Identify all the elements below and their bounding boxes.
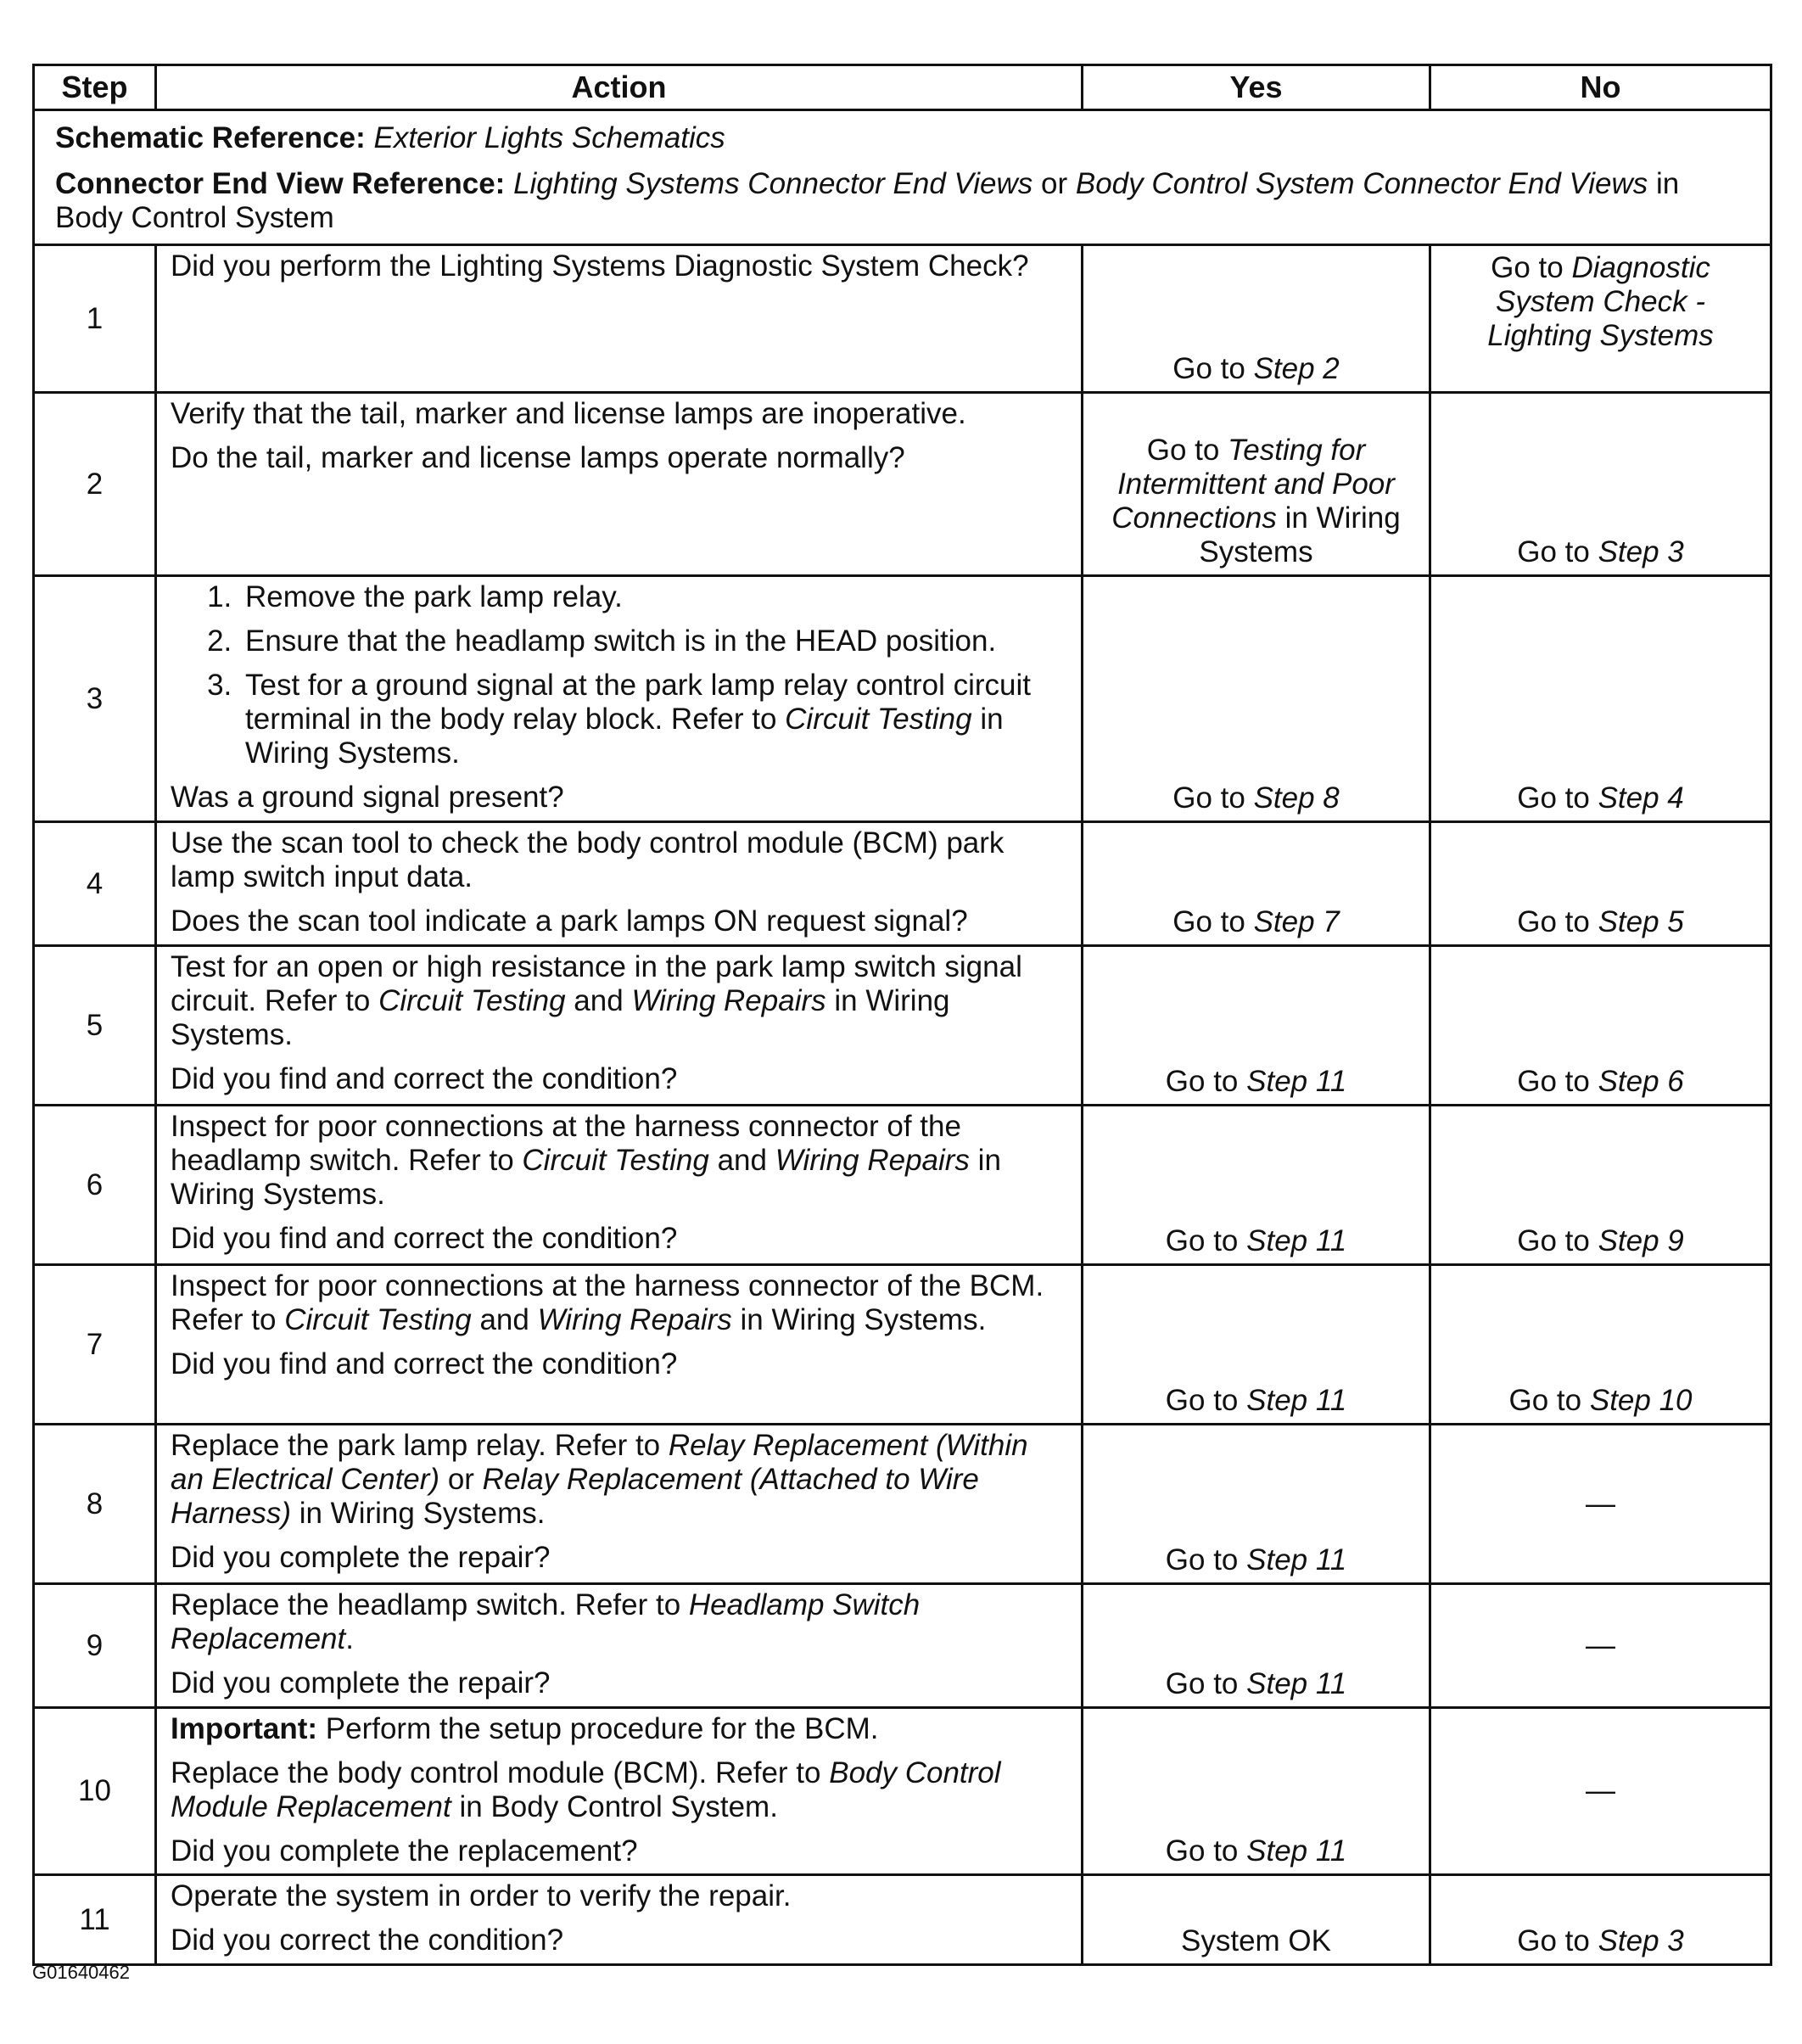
connector-reference-tail: in Body Control System [55,167,1680,234]
header-action: Action [156,65,1083,110]
goto-text: Go to [1517,535,1590,568]
not-applicable-dash: — [1586,1628,1615,1662]
no-cell [1430,393,1771,576]
action-cell [156,1425,1083,1584]
yes-cell [1083,946,1430,1106]
yes-cell [1083,1584,1430,1708]
goto-text: Go to [1508,1384,1582,1417]
reference-link[interactable]: Relay Replacement (Attached to Wire Harness) [171,1463,979,1530]
instruction-text: Replace the body control module (BCM). [171,1756,708,1789]
action-cell [156,245,1083,393]
reference-tail: in Wiring Systems. [171,1144,1001,1211]
connector-reference-link-1[interactable]: Lighting Systems Connector End Views [513,167,1033,200]
reference-tail: in Wiring Systems. [740,1303,987,1336]
table-row [34,1708,1771,1875]
step-number: 9 [34,1584,156,1708]
system-ok-text: System OK [1181,1924,1331,1957]
and-text: and [574,984,624,1017]
yes-goto-link[interactable]: Testing for Intermittent and Poor Connections [1111,434,1395,535]
step-question: Did you find and correct the condition? [171,1222,678,1255]
header-no: No [1430,65,1771,110]
substep-item: 2. Ensure that the headlamp switch is in the HEAD position. [240,624,1069,658]
connector-reference-or: or [1040,167,1068,200]
refer-to-text: Refer to [554,1429,661,1462]
goto-text: Go to [1165,1667,1239,1700]
step-number: 6 [34,1106,156,1265]
reference-link[interactable]: Circuit Testing [785,703,972,736]
or-text: or [447,1463,474,1496]
no-goto-link[interactable]: Step 3 [1598,1924,1684,1957]
yes-cell [1083,1708,1430,1875]
step-number: 1 [34,245,156,393]
step-number: 10 [34,1708,156,1875]
substep-text: Test for a ground signal at the park lamp relay control circuit terminal in the body relay block. Refer to [245,669,1031,736]
step-number: 7 [34,1265,156,1425]
no-cell [1430,245,1771,393]
step-instruction [171,950,1069,1052]
refer-to-text: Refer to [171,1303,277,1336]
step-number: 5 [34,946,156,1106]
yes-goto-link[interactable]: Step 8 [1253,781,1340,815]
yes-goto-link[interactable]: Step 11 [1246,1065,1347,1098]
reference-cell [34,110,1771,245]
yes-goto-link[interactable]: Step 11 [1246,1667,1347,1700]
schematic-reference [55,121,1749,155]
header-yes: Yes [1083,65,1430,110]
step-question: Did you complete the repair? [171,1541,551,1574]
instruction-text: Inspect for poor connections at the harness connector of the headlamp switch. [171,1110,961,1177]
connector-reference [55,167,1749,235]
period: . [345,1622,354,1655]
no-cell [1430,1265,1771,1425]
reference-tail: in Body Control System. [459,1790,778,1823]
important-label: Important: [171,1712,318,1745]
step-number: 3 [34,576,156,822]
table-row [34,1106,1771,1265]
instruction-text: Inspect for poor connections at the harness connector of the BCM. [171,1269,1044,1302]
schematic-reference-link[interactable]: Exterior Lights Schematics [373,121,725,154]
refer-to-text: Refer to [408,1144,514,1177]
no-cell [1430,822,1771,946]
refer-to-text: Refer to [574,1588,681,1621]
step-instruction: Use the scan tool to check the body control module (BCM) park lamp switch input data. [171,826,1005,893]
yes-goto-link[interactable]: Step 11 [1246,1543,1347,1576]
table-row [34,946,1771,1106]
action-cell [156,1708,1083,1875]
step-instruction [171,1756,1069,1824]
goto-text: Go to [1165,1834,1239,1868]
action-cell [156,946,1083,1106]
table-row [34,1875,1771,1965]
no-goto-link[interactable]: Diagnostic System Check - Lighting Systems [1487,251,1714,352]
action-cell [156,1265,1083,1425]
reference-link[interactable]: Body Control Module Replacement [171,1756,1001,1823]
yes-goto-link[interactable]: Step 2 [1253,352,1340,385]
goto-text: Go to [1165,1224,1239,1257]
step-question: Was a ground signal present? [171,781,564,814]
table-row [34,245,1771,393]
table-row [34,1425,1771,1584]
substep-item: 1. Remove the park lamp relay. [240,580,1069,614]
step-question: Did you complete the replacement? [171,1834,638,1868]
step-question: Do the tail, marker and license lamps operate normally? [171,441,905,474]
reference-tail: in Wiring Systems. [245,703,1004,770]
reference-link[interactable]: Wiring Repairs [631,984,826,1017]
no-cell [1430,1106,1771,1265]
refer-to-text: Refer to [264,984,371,1017]
yes-cell [1083,1106,1430,1265]
step-instruction [171,1269,1069,1337]
connector-reference-link-2[interactable]: Body Control System Connector End Views [1075,167,1648,200]
goto-text: Go to [1517,1065,1590,1098]
substep-item [240,669,1069,770]
step-instruction: Verify that the tail, marker and license lamps are inoperative. [171,397,966,430]
step-question: Did you perform the Lighting Systems Diagnostic System Check? [171,249,1029,283]
reference-link[interactable]: Circuit Testing [378,984,566,1017]
yes-goto-link[interactable]: Step 7 [1253,905,1340,938]
no-cell [1430,1875,1771,1965]
no-cell [1430,1425,1771,1584]
yes-goto-link[interactable]: Step 11 [1246,1834,1347,1868]
instruction-text: Test for an open or high resistance in the park lamp switch signal circuit. [171,950,1022,1017]
reference-link[interactable]: Circuit Testing [284,1303,472,1336]
step-instruction [171,1110,1069,1212]
action-cell [156,1106,1083,1265]
figure-id: G01640462 [32,1962,130,1983]
reference-link[interactable]: Headlamp Switch Replacement [171,1588,921,1655]
table-row [34,393,1771,576]
goto-text: Go to [1491,251,1564,284]
goto-text: Go to [1165,1065,1239,1098]
yes-cell [1083,245,1430,393]
no-goto-link[interactable]: Step 6 [1598,1065,1684,1098]
no-cell [1430,1584,1771,1708]
reference-link[interactable]: Wiring Repairs [537,1303,732,1336]
table-row [34,1265,1771,1425]
step-number: 4 [34,822,156,946]
yes-goto-link[interactable]: Step 11 [1246,1384,1347,1417]
not-applicable-dash: — [1586,1487,1615,1520]
diagnostic-table [32,64,1772,1966]
step-question: Did you complete the repair? [171,1666,551,1700]
action-cell [156,576,1083,822]
connector-reference-label: Connector End View Reference: [55,167,506,200]
no-cell [1430,576,1771,822]
goto-text: Go to [1517,1224,1590,1257]
no-goto-link[interactable]: Step 5 [1598,905,1684,938]
reference-tail: in Wiring Systems. [171,984,950,1051]
substep-list [171,580,1069,770]
action-cell [156,393,1083,576]
instruction-text: Replace the park lamp relay. [171,1429,546,1462]
no-goto-link[interactable]: Step 4 [1598,781,1684,815]
step-instruction [171,1429,1069,1531]
yes-goto-link[interactable]: Step 11 [1246,1224,1347,1257]
goto-text: Go to [1517,781,1590,815]
goto-text: Go to [1517,905,1590,938]
goto-text: Go to [1172,905,1245,938]
table-row [34,576,1771,822]
no-goto-link[interactable]: Step 9 [1598,1224,1684,1257]
step-question: Did you find and correct the condition? [171,1062,678,1095]
no-cell [1430,1708,1771,1875]
refer-to-text: Refer to [714,1756,821,1789]
no-cell [1430,946,1771,1106]
yes-cell [1083,822,1430,946]
reference-link[interactable]: Wiring Repairs [775,1144,970,1177]
goto-text: Go to [1172,781,1245,815]
yes-cell [1083,1425,1430,1584]
step-instruction: Operate the system in order to verify the repair. [171,1879,792,1912]
goto-text: Go to [1165,1384,1239,1417]
yes-cell [1083,576,1430,822]
step-number: 8 [34,1425,156,1584]
step-instruction [171,1588,1069,1656]
instruction-text: Replace the headlamp switch. [171,1588,567,1621]
table-header-row [34,65,1771,110]
step-number: 2 [34,393,156,576]
yes-cell [1083,1875,1430,1965]
yes-cell [1083,393,1430,576]
reference-link[interactable]: Relay Replacement (Within an Electrical Center) [171,1429,1028,1496]
and-text: and [479,1303,529,1336]
schematic-reference-label: Schematic Reference: [55,121,366,154]
yes-goto-tail: in Wiring Systems [1199,501,1401,568]
table-row [34,822,1771,946]
not-applicable-dash: — [1586,1774,1615,1807]
step-question: Did you find and correct the condition? [171,1347,678,1380]
goto-text: Go to [1165,1543,1239,1576]
no-goto-link[interactable]: Step 10 [1589,1384,1693,1417]
yes-cell [1083,1265,1430,1425]
and-text: and [717,1144,767,1177]
important-note [171,1712,1069,1746]
reference-tail: in Wiring Systems. [299,1497,546,1530]
goto-text: Go to [1172,352,1245,385]
table-row [34,1584,1771,1708]
goto-text: Go to [1146,434,1220,467]
action-cell [156,1875,1083,1965]
step-number: 11 [34,1875,156,1965]
reference-link[interactable]: Circuit Testing [522,1144,709,1177]
reference-row [34,110,1771,245]
step-question: Did you correct the condition? [171,1924,564,1957]
goto-text: Go to [1517,1924,1590,1957]
action-cell [156,1584,1083,1708]
important-text: Perform the setup procedure for the BCM. [325,1712,879,1745]
action-cell [156,822,1083,946]
no-goto-link[interactable]: Step 3 [1598,535,1684,568]
header-step: Step [34,65,156,110]
step-question: Does the scan tool indicate a park lamps ON request signal? [171,904,968,938]
